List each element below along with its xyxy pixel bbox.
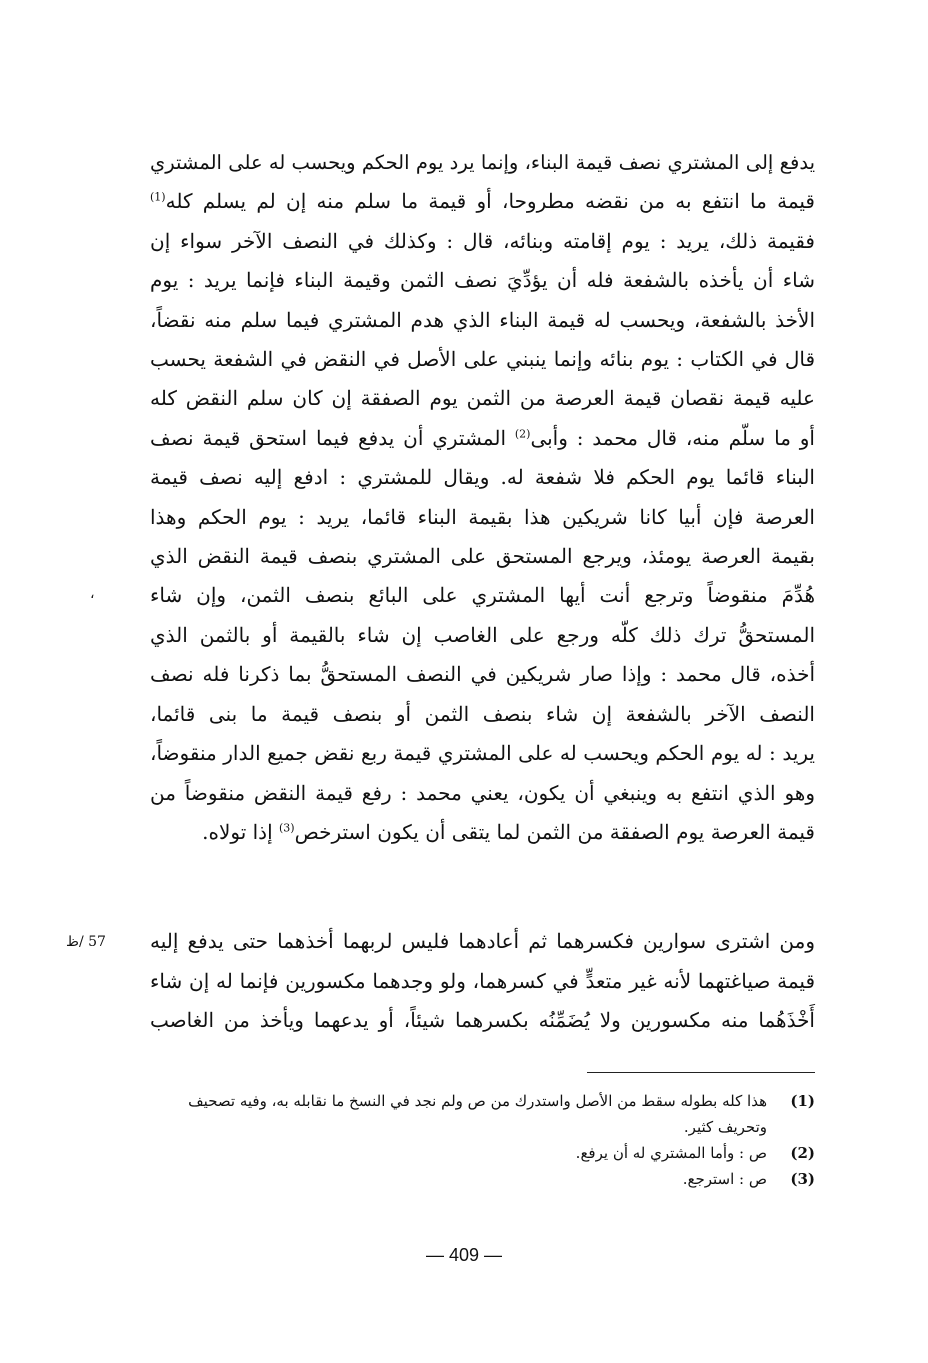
text-line: بقيمة العرصة يومئذ، ويرجع المستحق على المشتري بنصف قيمة النقض الذي: [150, 544, 815, 569]
footnote-number: (3): [790, 1170, 815, 1188]
text-segment: إذا تولاه.: [202, 819, 279, 844]
text-line: [150, 813, 815, 852]
footnote-text: هذا كله بطوله سقط من الأصل واستدرك من ص ولم نجد في النسخ ما نقابله به، وفيه تصحيف وتحريف كثير.: [188, 1092, 767, 1136]
text-line: الأخذ بالشفعة، ويحسب له قيمة البناء الذي هدم المشتري فيما سلم منه نقضاً،: [150, 307, 815, 332]
footnote: [150, 1088, 815, 1140]
footnote-ref[interactable]: (1): [150, 190, 166, 204]
text-line: البناء قائما يوم الحكم فلا شفعة له. ويقال للمشتري : ادفع إليه نصف قيمة: [150, 465, 815, 490]
text-segment: أو ما سلّم منه، قال محمد : وأبى: [530, 425, 815, 450]
footnote: [150, 1166, 815, 1192]
text-line: شاء أن يأخذه بالشفعة فله أن يؤدِّيَ نصف الثمن وقيمة البناء فإنما يريد : يوم: [150, 268, 815, 293]
text-line: عليه قيمة نقصان قيمة العرصة من الثمن يوم الصفقة إن كان سلم النقض كله: [150, 386, 815, 411]
text-line: العرصة فإن أبيا كانا شريكين هذا بقيمة البناء قائما، يريد : يوم الحكم وهذا: [150, 504, 815, 529]
manuscript-folio-note: 57 /ظ: [66, 934, 106, 950]
footnote: [150, 1140, 815, 1166]
footnote-number: (1): [790, 1092, 815, 1110]
text-line: وهو الذي انتفع به وينبغي أن يكون، يعني محمد : رفع قيمة النقض منقوضاً من: [150, 780, 815, 805]
text-segment: قيمة العرصة يوم الصفقة من الثمن لما يتقى أن يكون استرخص: [294, 819, 815, 844]
text-line: يدفع إلى المشتري نصف قيمة البناء، وإنما يرد يوم الحكم ويحسب له على المشتري: [150, 151, 815, 174]
text-line: فقيمة ذلك، يريد : يوم إقامته وبنائه، قال : وكذلك في النصف الآخر سواء إن: [150, 228, 815, 253]
page-number: — 409 —: [425, 1245, 503, 1265]
text-line: [150, 182, 815, 221]
footnote-ref[interactable]: (2): [514, 427, 531, 441]
main-paragraph: [150, 143, 815, 852]
second-paragraph: [150, 922, 815, 1041]
text-line: أخذه، قال محمد : وإذا صار شريكين في النصف المستحقُّ بما ذكرنا فله نصف: [150, 662, 816, 687]
text-line: النصف الآخر بالشفعة إن شاء بنصف الثمن أو بنصف قيمة ما بنى قائما،: [150, 701, 815, 726]
footnote-number: (2): [790, 1144, 815, 1162]
text-segment: المشتري أن يدفع فيما استحق قيمة نصف: [150, 425, 515, 450]
margin-mark: ،: [90, 586, 95, 602]
text-line: يريد : له يوم الحكم ويحسب له على المشتري قيمة ربع نقض جميع الدار منقوضاً،: [150, 741, 815, 766]
text-segment: قيمة ما انتفع به من نقضه مطروحا، أو قيمة ما سلم منه إن لم يسلم كله: [165, 189, 815, 214]
text-line: المستحقُّ ترك ذلك كلّه ورجع على الغاصب إن شاء بالقيمة أو بالثمن الذي: [150, 622, 815, 647]
text-line: قال في الكتاب : يوم بنائه وإنما ينبني على الأصل في النقض في الشفعة يحسب: [150, 347, 815, 372]
footnote-text: ص : وأما المشتري له أن يرفع.: [575, 1144, 767, 1162]
text-line: أَخْذَهُما منه مكسورين ولا يُضَمِّنُه بكسرهما شيئاً، أو يدعهما ويأخذ من الغاصب: [150, 1008, 815, 1032]
footnotes: [150, 1088, 815, 1192]
text-line: هُدِّمَ منقوضاً وترجع أنت أيها المشتري على البائع بنصف الثمن، وإن شاء: [150, 583, 815, 608]
footnote-text: ص : استرجع.: [682, 1170, 767, 1188]
text-line: ومن اشترى سوارين فكسرهما ثم أعادهما فليس لربهما أخذهما حتى يدفع إليه: [150, 929, 815, 953]
text-line: قيمة صياغتهما لأنه غير متعدٍّ في كسرهما، ولو وجدهما مكسورين فإنما له إن شاء: [150, 968, 815, 993]
footnote-divider: [587, 1072, 815, 1073]
text-line: [150, 419, 815, 458]
footnote-ref[interactable]: (3): [279, 821, 295, 835]
